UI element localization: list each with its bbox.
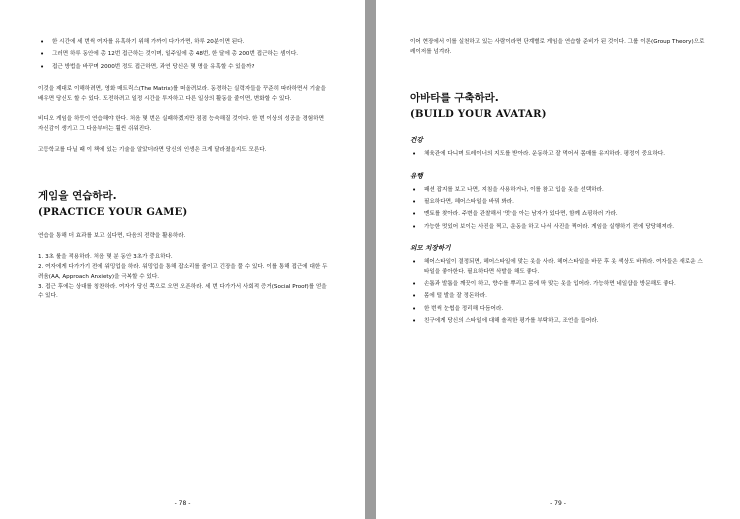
list-item: • 손톱과 발톱을 깨끗이 하고, 향수를 뿌리고 몸에 딱 맞는 옷을 입어라. 가능하면 네일샵을 방문해도 좋다. bbox=[410, 280, 706, 289]
fashion-list bbox=[410, 186, 706, 233]
list-item: • 가능한 멋있어 보이는 사진을 찍고, 운동을 하고 나서 사진을 찍어라. 게임을 실행하기 전에 당당해져라. bbox=[410, 223, 706, 232]
list-item: • 체육관에 다니며 트레이너의 지도를 받아라. 운동하고 잘 먹어서 몸매를 유지하라. 평정이 중요하다. bbox=[410, 150, 706, 159]
intro-bullet-list bbox=[38, 38, 329, 72]
left-page bbox=[0, 0, 365, 519]
list-item: • 멘토를 찾아라. 주변을 관찰해서 '멋'을 아는 남자가 있다면, 함께 쇼핑하러 가라. bbox=[410, 210, 706, 219]
page-number: - 79 - bbox=[550, 500, 566, 507]
section-intro: 연습을 통해 더 효과를 보고 싶다면, 다음의 전략을 활용하라. bbox=[38, 233, 186, 240]
paragraph: 비디오 게임을 하듯이 연습해야 한다. 처음 몇 번은 실패하겠지만 점점 능숙해질 것이다. 한 번 이상의 성공을 경험하면 자신감이 생기고 그 다음부터는 훨씬 쉬워진다. bbox=[38, 116, 324, 132]
steps-list bbox=[38, 253, 329, 302]
subheading-grooming: 외모 치장하기 bbox=[410, 244, 451, 253]
list-item: • 한 번씩 눈썹을 정리해 다듬어라. bbox=[410, 305, 706, 314]
right-page bbox=[376, 0, 740, 519]
list-item: • 헤어스타일이 결정되면, 헤어스타일에 맞는 옷을 사라. 헤어스타일을 바꾼 후 옷 색상도 바꿔라. 여자들은 새로운 스타일을 좋아한다. 필요하다면 삭발을 해도 좋다. bbox=[410, 258, 706, 277]
grooming-list bbox=[410, 258, 706, 326]
page-number: - 78 - bbox=[174, 500, 191, 507]
list-item: • 패션 잡지를 보고 나면, 지침을 사용하거나, 이를 참고 입을 옷을 선택하라. bbox=[410, 186, 706, 195]
list-item: • 그러면 하루 동안에 총 12번 접근하는 것이며, 일주일에 총 48번, 한 달에 총 200번 접근하는 셈이다. bbox=[38, 50, 329, 59]
section-heading-english: (BUILD YOUR AVATAR) bbox=[410, 109, 547, 121]
health-list bbox=[410, 150, 706, 159]
list-item: 3. 접근 후에는 상대를 칭찬하라. 여자가 당신 쪽으로 오면 오픈하라. 세 번 다가가서 사회적 증거(Social Proof)를 얻을 수 있다. bbox=[38, 284, 327, 300]
list-item: 1. 3초 룰을 적용하라. 처음 몇 분 동안 3초가 중요하다. bbox=[38, 253, 173, 260]
section-heading-korean: 아바타를 구축하라. bbox=[410, 92, 499, 105]
paragraph: 이어 현장에서 이를 실천하고 있는 사람이라면 단계별로 게임을 연습할 준비가 된 것이다. 그룹 이론(Group Theory)으로 레이저를 넘겨라. bbox=[410, 39, 705, 55]
subheading-health: 건강 bbox=[410, 136, 423, 145]
paragraph: 고등학교를 다닐 때 이 책에 있는 기술을 알았더라면 당신의 인생은 크게 달라졌을지도 모른다. bbox=[38, 146, 267, 153]
list-item: • 한 시간에 세 번씩 여자를 유혹하기 위해 가까이 다가가면, 하루 20분이면 된다. bbox=[38, 38, 329, 47]
page-gutter bbox=[365, 0, 376, 519]
list-item: • 필요하다면, 헤어스타일을 바꿔 봐라. bbox=[410, 198, 706, 207]
list-item: • 친구에게 당신의 스타일에 대해 솔직한 평가를 부탁하고, 조언을 들어라. bbox=[410, 317, 706, 326]
list-item: 2. 여자에게 다가가기 전에 워밍업을 하라. 워밍업을 통해 잡소리를 줄이고 긴장을 풀 수 있다. 이를 통해 접근에 대한 두려움(AA, Approach Anxiety)을 극복할 수 있다. bbox=[38, 264, 328, 280]
section-heading-english: (PRACTICE YOUR GAME) bbox=[38, 207, 188, 219]
list-item: • 몸에 털 발을 잘 정돈하라. bbox=[410, 292, 706, 301]
section-heading-korean: 게임을 연습하라. bbox=[38, 190, 117, 203]
list-item: • 접근 방법을 바꾸며 2000번 정도 접근하면, 과연 당신은 몇 명을 유혹할 수 있을까? bbox=[38, 63, 329, 72]
paragraph: 이것을 제대로 이해하려면, 영화 매트릭스(The Matrix)를 떠올려보라. 동경하는 실력자들을 꾸준히 따라하면서 기술을 배우면 당신도 할 수 있다. 도전하려고 일정 시간을 투자하고 다른 일상의 활동을 줄이면, 변화할 수 있다. bbox=[38, 86, 326, 102]
subheading-fashion: 유행 bbox=[410, 171, 423, 180]
